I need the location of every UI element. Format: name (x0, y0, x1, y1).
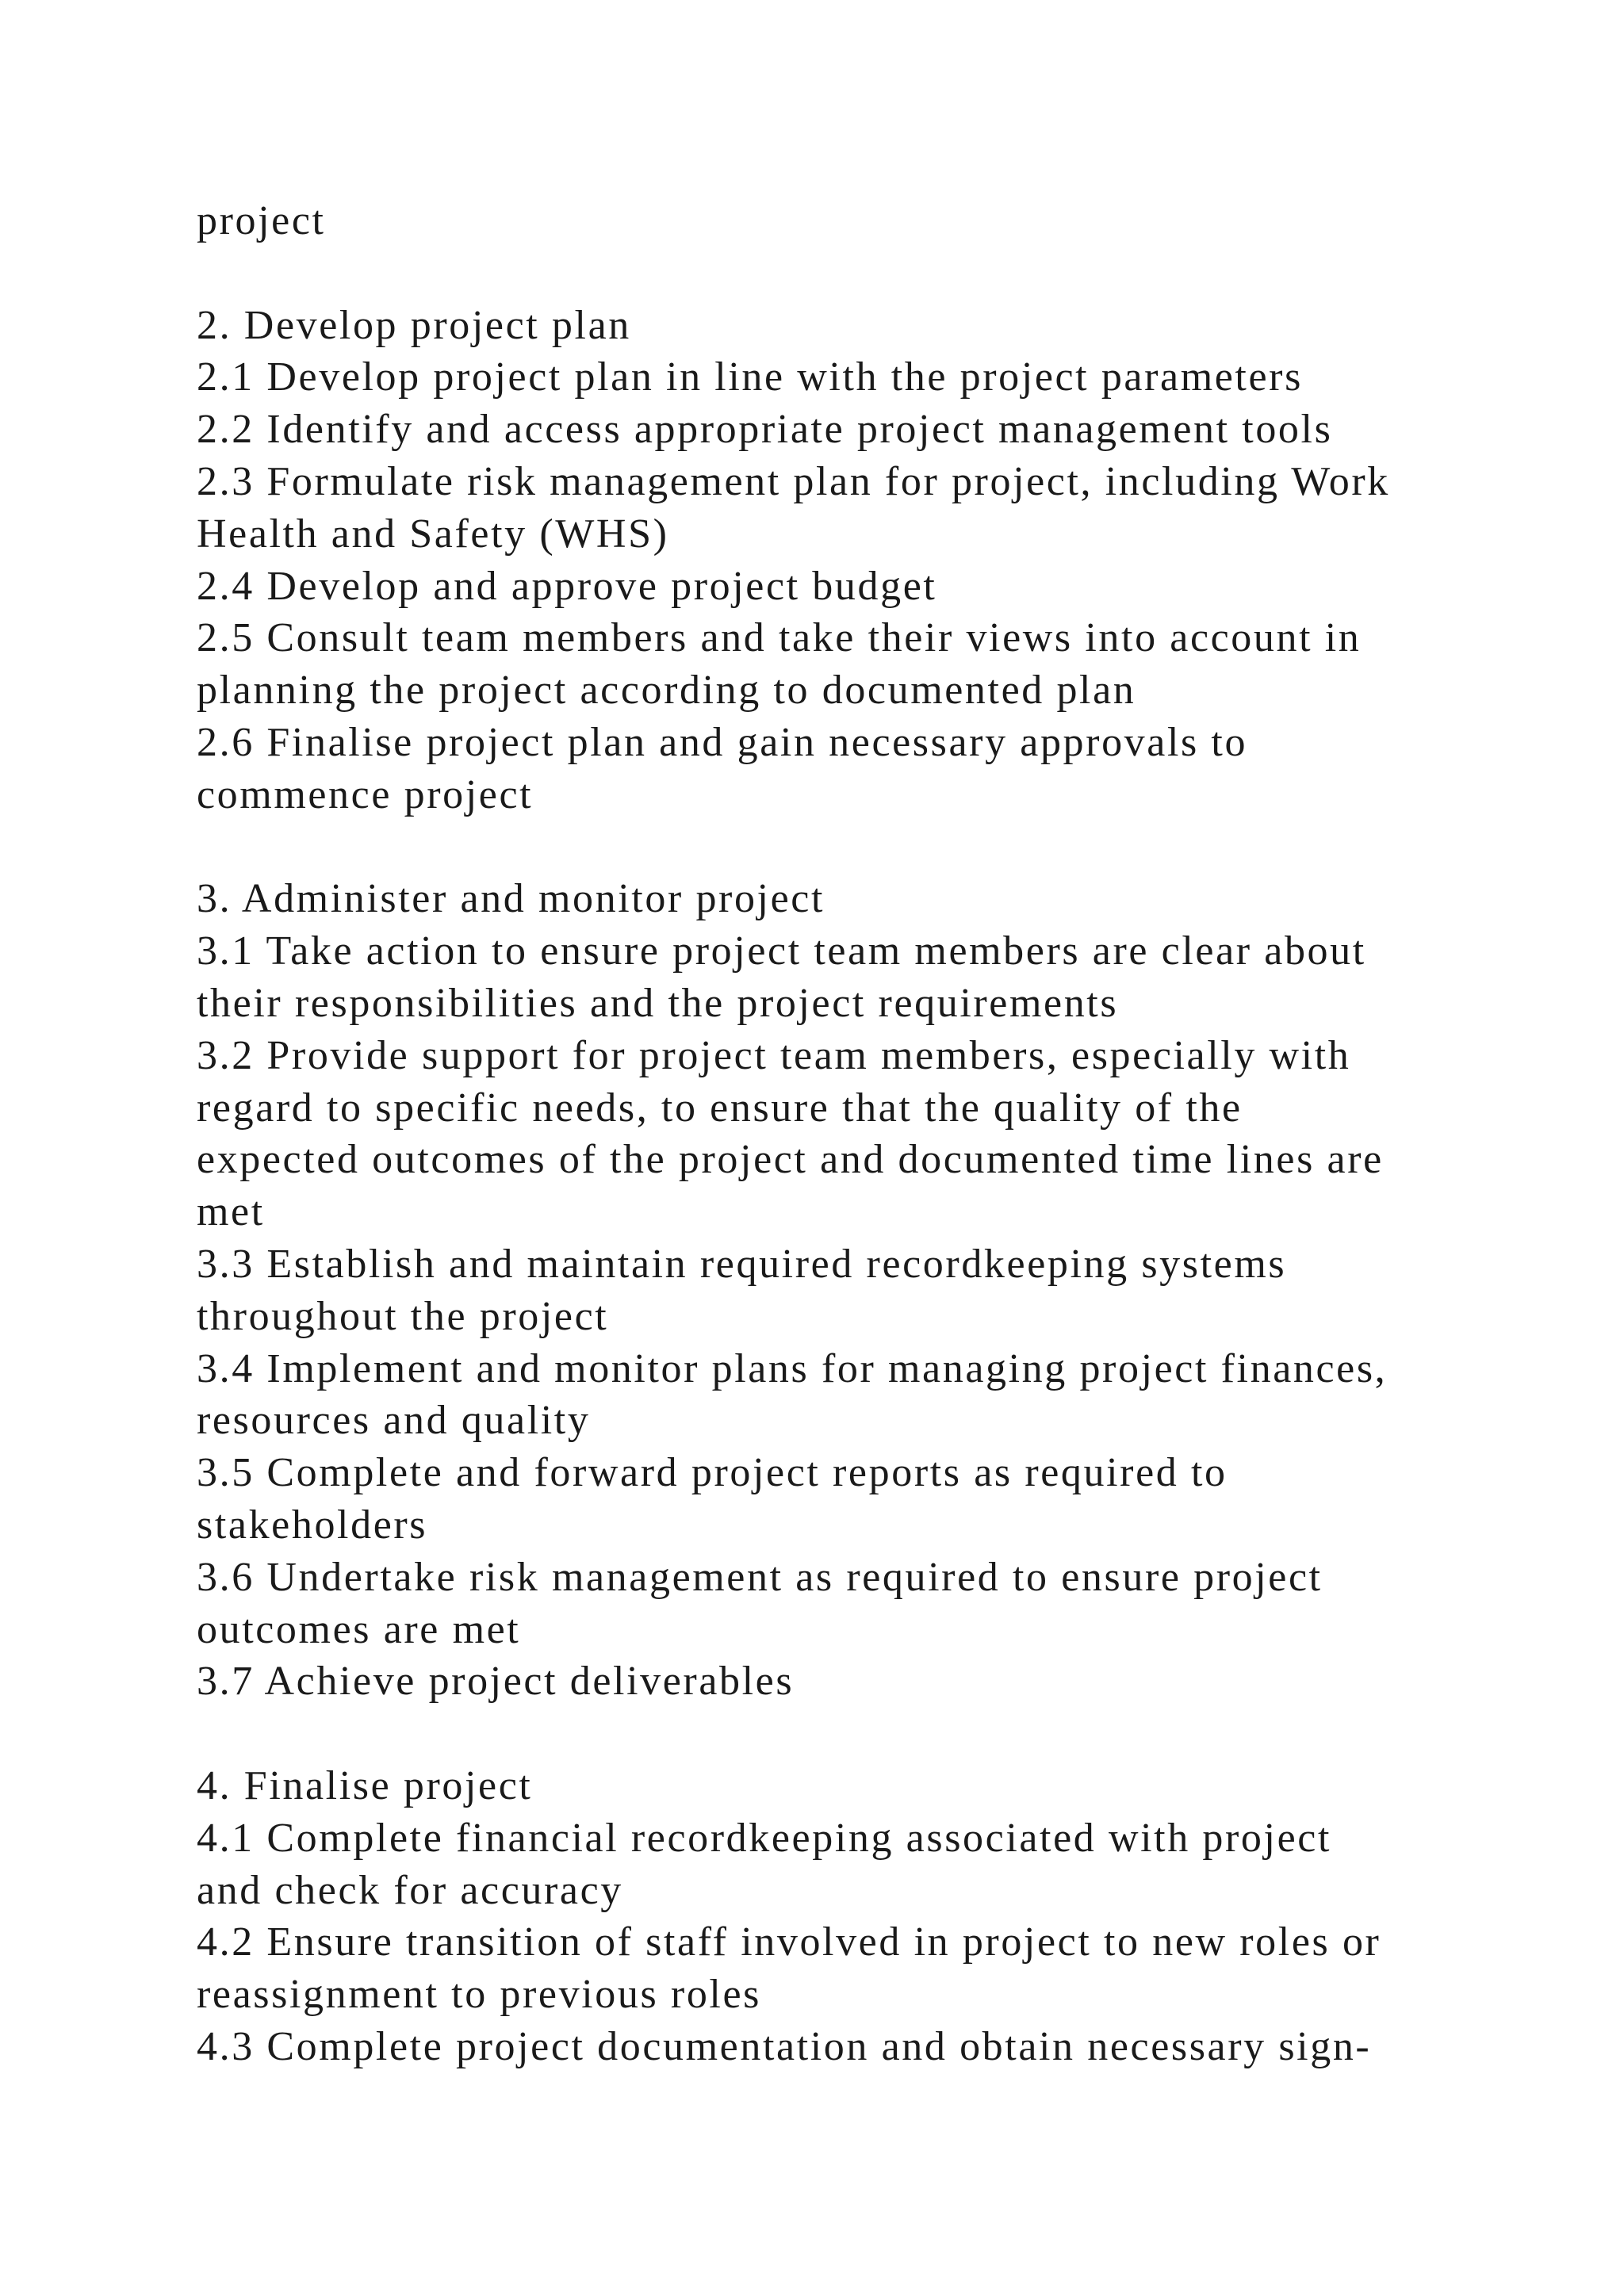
list-item-line: met (197, 1189, 265, 1235)
list-item-line: 2.3 Formulate risk management plan for project, including Work (197, 458, 1390, 504)
list-item-line: Health and Safety (WHS) (197, 511, 669, 557)
list-item-line: 3.3 Establish and maintain required recordkeeping systems (197, 1241, 1287, 1287)
list-item-line: 3.4 Implement and monitor plans for managing project finances, (197, 1345, 1388, 1391)
intro-fragment: project (197, 198, 326, 243)
paragraph-gap (197, 247, 1545, 300)
section-heading: 3. Administer and monitor project (197, 876, 825, 922)
list-item-line: and check for accuracy (197, 1867, 623, 1913)
list-item-line: 3.1 Take action to ensure project team members are clear about (197, 928, 1366, 974)
list-item-line: 3.6 Undertake risk management as required to ensure project (197, 1554, 1323, 1600)
list-item-line: 3.5 Complete and forward project reports as required to (197, 1450, 1228, 1496)
list-item-line: 4.2 Ensure transition of staff involved in project to new roles or (197, 1919, 1381, 1965)
list-item-line: 2.6 Finalise project plan and gain necessary approvals to (197, 719, 1248, 765)
list-item-line: expected outcomes of the project and documented time lines are (197, 1137, 1384, 1183)
list-item-line: 2.4 Develop and approve project budget (197, 563, 937, 609)
list-item-line: their responsibilities and the project requirements (197, 980, 1119, 1026)
list-item-line: resources and quality (197, 1398, 591, 1444)
list-item-line: 3.7 Achieve project deliverables (197, 1659, 795, 1705)
list-item-line: commence project (197, 771, 534, 817)
list-item-line: 2.1 Develop project plan in line with the project parameters (197, 354, 1303, 400)
list-item-line: outcomes are met (197, 1606, 521, 1652)
section-heading: 4. Finalise project (197, 1762, 533, 1808)
list-item-line: 2.5 Consult team members and take their views into account in (197, 615, 1362, 661)
list-item-line: 3.2 Provide support for project team members, especially with (197, 1032, 1351, 1078)
list-item-line: reassignment to previous roles (197, 1972, 761, 2018)
list-item-line: throughout the project (197, 1293, 609, 1339)
list-item-line: 2.2 Identify and access appropriate project management tools (197, 407, 1333, 453)
list-item-line: regard to specific needs, to ensure that the quality of the (197, 1085, 1243, 1131)
document-body (197, 195, 1545, 2073)
list-item-line: 4.3 Complete project documentation and obtain necessary sign- (197, 2023, 1372, 2069)
paragraph-gap (197, 821, 1545, 874)
section-heading: 2. Develop project plan (197, 302, 631, 348)
paragraph-gap (197, 1708, 1545, 1760)
list-item-line: stakeholders (197, 1502, 428, 1548)
list-item-line: 4.1 Complete financial recordkeeping associated with project (197, 1815, 1331, 1861)
list-item-line: planning the project according to documented plan (197, 668, 1136, 714)
